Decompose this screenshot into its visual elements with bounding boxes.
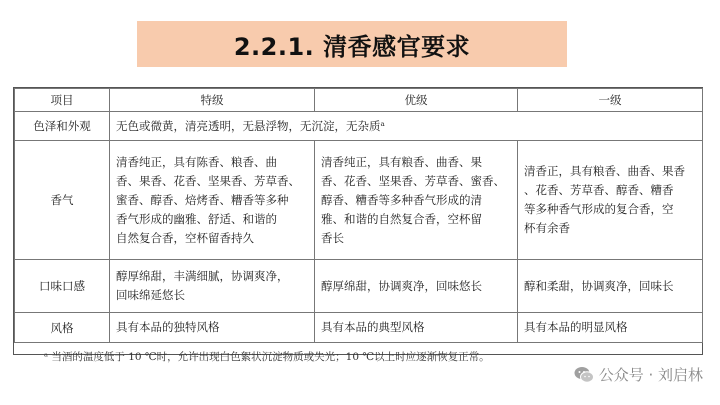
row-label: 口味口感 bbox=[15, 260, 110, 313]
row-label: 风格 bbox=[15, 313, 110, 343]
text-line: 回味绵延悠长 bbox=[116, 288, 185, 302]
text-line: 杯有余香 bbox=[524, 221, 570, 235]
slide-title: 2.2.1. 清香感官要求 bbox=[233, 32, 471, 61]
taste-special-cell bbox=[110, 260, 315, 313]
slide-title-banner bbox=[137, 21, 567, 67]
text-line: 醇香、糟香等多种香气形成的清 bbox=[321, 192, 482, 207]
text-line: 自然复合香，空杯留香持久 bbox=[116, 230, 254, 245]
text-line: 香气形成的幽雅、舒适、和谐的 bbox=[116, 211, 277, 226]
text-line: 雅、和谐的自然复合香，空杯留 bbox=[321, 211, 482, 226]
wechat-icon bbox=[574, 366, 594, 384]
text-line: 醇和柔甜，协调爽净，回味长 bbox=[524, 278, 674, 293]
header-item: 项目 bbox=[15, 89, 110, 112]
table-footnote: ᵃ 当酒的温度低于 10 ℃时，允许出现白色絮状沉淀物质或失光；10 ℃以上时应逐渐恢复正常。 bbox=[44, 351, 490, 363]
style-superior-cell: 具有本品的典型风格 bbox=[315, 313, 518, 343]
text-line: 等多种香气形成的复合香，空 bbox=[524, 202, 674, 216]
row-label: 色泽和外观 bbox=[15, 112, 110, 141]
watermark-text: 公众号 · 刘启林 bbox=[598, 366, 703, 384]
table-row-aroma bbox=[15, 141, 703, 260]
table-row-appearance bbox=[15, 112, 703, 141]
table-header-row bbox=[15, 89, 703, 112]
text-line: 醇厚绵甜，丰满细腻，协调爽净， bbox=[116, 269, 289, 283]
requirements-table-frame bbox=[13, 87, 703, 363]
text-line: 醇厚绵甜，协调爽净，回味悠长 bbox=[321, 278, 482, 293]
appearance-text: 无色或微黄，清亮透明，无悬浮物，无沉淀，无杂质ᵃ bbox=[110, 112, 703, 141]
watermark bbox=[574, 364, 703, 385]
header-special-grade: 特级 bbox=[110, 89, 315, 112]
text-line: 清香纯正，具有粮香、曲香、果 bbox=[321, 154, 482, 169]
style-first-cell: 具有本品的明显风格 bbox=[518, 313, 703, 343]
table-row-taste bbox=[15, 260, 703, 313]
table-row-style bbox=[15, 313, 703, 343]
taste-first-cell bbox=[518, 260, 703, 313]
header-superior-grade: 优级 bbox=[315, 89, 518, 112]
aroma-superior-cell bbox=[315, 141, 518, 260]
text-line: 、花香、芳草香、醇香、糟香 bbox=[524, 183, 674, 197]
aroma-special-cell bbox=[110, 141, 315, 260]
text-line: 清香纯正，具有陈香、粮香、曲 bbox=[116, 154, 277, 169]
sensory-requirements-table bbox=[14, 88, 703, 343]
text-line: 蜜香、醇香、焙烤香、糟香等多种 bbox=[116, 192, 289, 207]
taste-superior-cell bbox=[315, 260, 518, 313]
text-line: 清香正，具有粮香、曲香、果香 bbox=[524, 164, 685, 178]
text-line: 香长 bbox=[321, 230, 344, 245]
text-line: 香、果香、花香、坚果香、芳草香、 bbox=[116, 173, 300, 188]
text-line: 香、花香、坚果香、芳草香、蜜香、 bbox=[321, 173, 505, 188]
row-label: 香气 bbox=[15, 141, 110, 260]
style-special-cell: 具有本品的独特风格 bbox=[110, 313, 315, 343]
header-first-grade: 一级 bbox=[518, 89, 703, 112]
aroma-first-cell bbox=[518, 141, 703, 260]
